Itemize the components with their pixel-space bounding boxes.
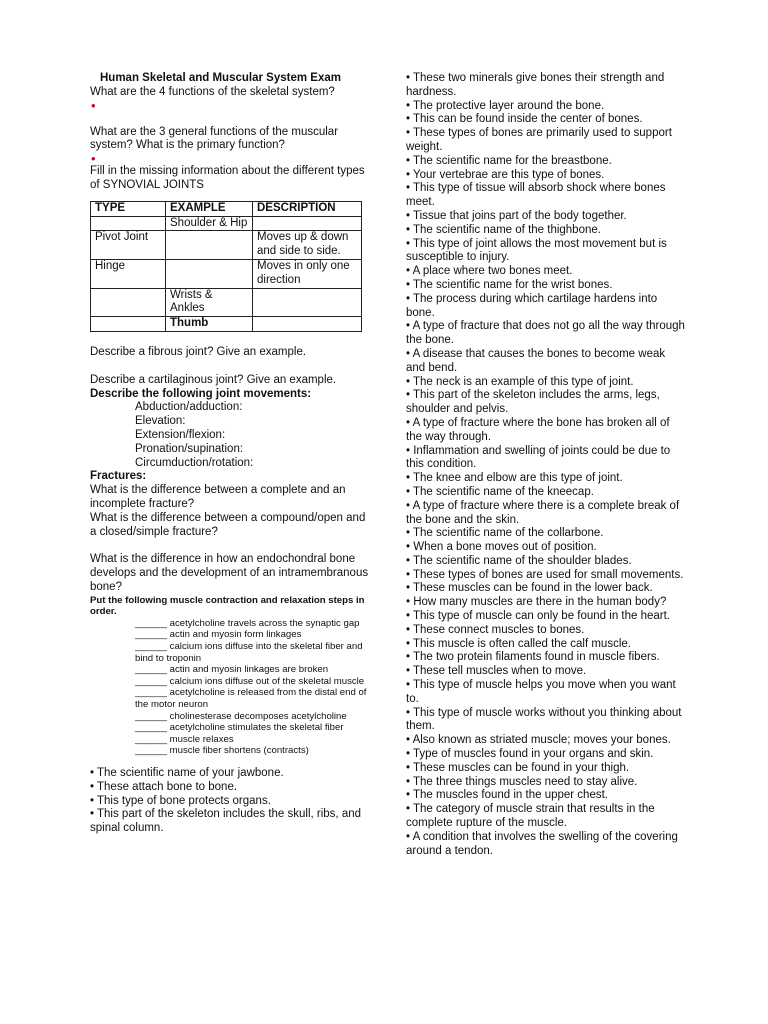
step-item: ______ actin and myosin linkages are broken	[135, 664, 329, 676]
step-item: ______ muscle fiber shortens (contracts)	[135, 745, 309, 757]
table-cell-description	[253, 288, 362, 317]
list-item: • When a bone moves out of position.	[406, 541, 597, 554]
list-item: • This can be found inside the center of bones.	[406, 113, 643, 126]
step-item: ______ acetylcholine is released from the distal end of the motor neuron	[135, 687, 367, 711]
list-item: • A condition that involves the swelling of the covering around a tendon.	[406, 830, 678, 857]
list-item: • The scientific name of the collarbone.	[406, 527, 604, 540]
table-cell-example: Shoulder & Hip	[166, 216, 253, 231]
step-item: ______ cholinesterase decomposes acetylcholine	[135, 710, 347, 722]
list-item: • These attach bone to bone.	[90, 780, 238, 793]
left-column	[90, 72, 370, 836]
exam-title: Human Skeletal and Muscular System Exam	[100, 72, 341, 84]
table-cell-type: Hinge	[91, 259, 166, 288]
answer-bullet-1: •	[91, 97, 96, 113]
list-item: • The scientific name for the wrist bones.	[406, 278, 613, 291]
table-cell-type: Pivot Joint	[91, 231, 166, 260]
list-item: • This type of bone protects organs.	[90, 794, 271, 807]
question-complete-fracture: What is the difference between a complete and an incomplete fracture?	[90, 484, 346, 510]
table-cell-example	[166, 231, 253, 260]
table-row	[91, 288, 362, 317]
list-item: • These muscles can be found in your thigh.	[406, 761, 630, 774]
list-item: • The protective layer around the bone.	[406, 99, 605, 112]
list-item: • A type of fracture that does not go all the way through the bone.	[406, 320, 685, 347]
table-cell-example	[166, 259, 253, 288]
table-cell-example: Wrists & Ankles	[166, 288, 253, 317]
list-item: • A place where two bones meet.	[406, 265, 573, 278]
table-cell-description	[253, 216, 362, 231]
table-cell-example: Thumb	[166, 317, 253, 332]
fractures-heading: Fractures:	[90, 470, 147, 483]
table-header-description: DESCRIPTION	[253, 201, 362, 216]
list-item: • A type of fracture where there is a complete break of the bone and the skin.	[406, 499, 680, 526]
list-item: • This muscle is often called the calf muscle.	[406, 637, 631, 650]
table-row	[91, 216, 362, 231]
table-cell-type	[91, 288, 166, 317]
list-item: • This type of muscle works without you thinking about them.	[406, 706, 682, 733]
movement-item: Circumduction/rotation:	[135, 456, 254, 469]
list-item: • This type of muscle helps you move when you want to.	[406, 679, 676, 705]
question-cartilaginous-joint: Describe a cartilaginous joint? Give an example.	[90, 373, 337, 386]
list-item: • A type of fracture where the bone has broken all of the way through.	[406, 416, 670, 443]
list-item: • Your vertebrae are this type of bones.	[406, 168, 605, 181]
table-cell-description	[253, 317, 362, 332]
movement-item: Extension/flexion:	[135, 428, 226, 441]
list-item: • These types of bones are used for small movements.	[406, 568, 684, 581]
step-item: ______ calcium ions diffuse into the skeletal fiber and bind to troponin	[135, 641, 363, 664]
question-joint-movements: Describe the following joint movements:	[90, 387, 312, 400]
synovial-joints-table	[90, 201, 362, 332]
list-item: • The muscles found in the upper chest.	[406, 789, 608, 802]
question-synovial-joints: Fill in the missing information about the different types of SYNOVIAL JOINTS	[90, 165, 365, 191]
list-item: • The three things muscles need to stay alive.	[406, 775, 638, 788]
table-row	[91, 259, 362, 288]
list-item: • The category of muscle strain that results in the complete rupture of the muscle.	[406, 803, 655, 830]
list-item: • The neck is an example of this type of joint.	[406, 375, 634, 388]
table-header-type: TYPE	[91, 201, 166, 216]
table-cell-description: Moves in only one direction	[253, 259, 362, 288]
table-cell-type	[91, 317, 166, 332]
step-item: ______ acetylcholine stimulates the skeletal fiber	[135, 722, 344, 734]
list-item: • The process during which cartilage hardens into bone.	[406, 292, 658, 319]
list-item: • The scientific name of the shoulder blades.	[406, 554, 632, 567]
table-cell-description: Moves up & down and side to side.	[253, 231, 362, 260]
answer-bullet-2: •	[91, 151, 96, 167]
contraction-steps	[90, 595, 370, 757]
list-item: • These connect muscles to bones.	[406, 623, 585, 636]
list-item: • The scientific name of the kneecap.	[406, 485, 594, 498]
movement-item: Abduction/adduction:	[135, 401, 243, 414]
list-item: • These tell muscles when to move.	[406, 665, 587, 678]
table-row	[91, 231, 362, 260]
list-item: • Also known as striated muscle; moves your bones.	[406, 734, 671, 747]
list-item: • Inflammation and swelling of joints could be due to this condition.	[406, 444, 671, 471]
list-item: • These muscles can be found in the lower back.	[406, 582, 653, 595]
table-row	[91, 317, 362, 332]
list-item: • This type of joint allows the most movement but is susceptible to injury.	[406, 237, 667, 264]
list-item: • The scientific name of the thighbone.	[406, 223, 601, 236]
table-cell-type	[91, 216, 166, 231]
movement-item: Elevation:	[135, 415, 186, 428]
list-item: • How many muscles are there in the human body?	[406, 596, 667, 609]
table-header-row	[91, 201, 362, 216]
movement-item: Pronation/supination:	[135, 442, 244, 455]
list-item: • These types of bones are primarily used to support weight.	[406, 127, 672, 153]
list-item: • This type of muscle can only be found in the heart.	[406, 610, 670, 623]
list-item: • The knee and elbow are this type of joint.	[406, 472, 623, 485]
step-item: ______ calcium ions diffuse out of the skeletal muscle	[135, 675, 365, 687]
list-item: • The scientific name for the breastbone.	[406, 154, 612, 167]
question-muscular-functions: What are the 3 general functions of the muscular system? What is the primary function?	[90, 125, 339, 152]
list-item: • The scientific name of your jawbone.	[90, 767, 284, 780]
question-compound-fracture: What is the difference between a compound/open and a closed/simple fracture?	[90, 511, 366, 538]
list-item: • Tissue that joins part of the body together.	[406, 209, 627, 222]
list-item: • Type of muscles found in your organs and skin.	[406, 748, 654, 761]
list-item: • A disease that causes the bones to become weak and bend.	[406, 347, 666, 374]
question-skeletal-functions: What are the 4 functions of the skeletal system?	[90, 85, 335, 98]
right-column	[406, 72, 686, 858]
list-item: • This part of the skeleton includes the skull, ribs, and spinal column.	[90, 808, 362, 835]
question-bone-development: What is the difference in how an endochondral bone develops and the development of an intramembranous bone?	[90, 553, 369, 593]
step-item: ______ acetylcholine travels across the synaptic gap	[135, 617, 360, 629]
list-item: • This part of the skeleton includes the arms, legs, shoulder and pelvis.	[406, 389, 660, 416]
steps-heading: Put the following muscle contraction and relaxation steps in order.	[90, 594, 365, 618]
table-header-example: EXAMPLE	[166, 201, 253, 216]
list-item: • These two minerals give bones their strength and hardness.	[406, 72, 665, 98]
step-item: ______ muscle relaxes	[135, 733, 234, 745]
list-item: • This type of tissue will absorb shock where bones meet.	[406, 182, 666, 209]
list-item: • The two protein filaments found in muscle fibers.	[406, 651, 660, 664]
step-item: ______ actin and myosin form linkages	[135, 629, 302, 641]
question-fibrous-joint: Describe a fibrous joint? Give an example.	[90, 345, 307, 358]
left-bullet-list	[90, 767, 370, 836]
